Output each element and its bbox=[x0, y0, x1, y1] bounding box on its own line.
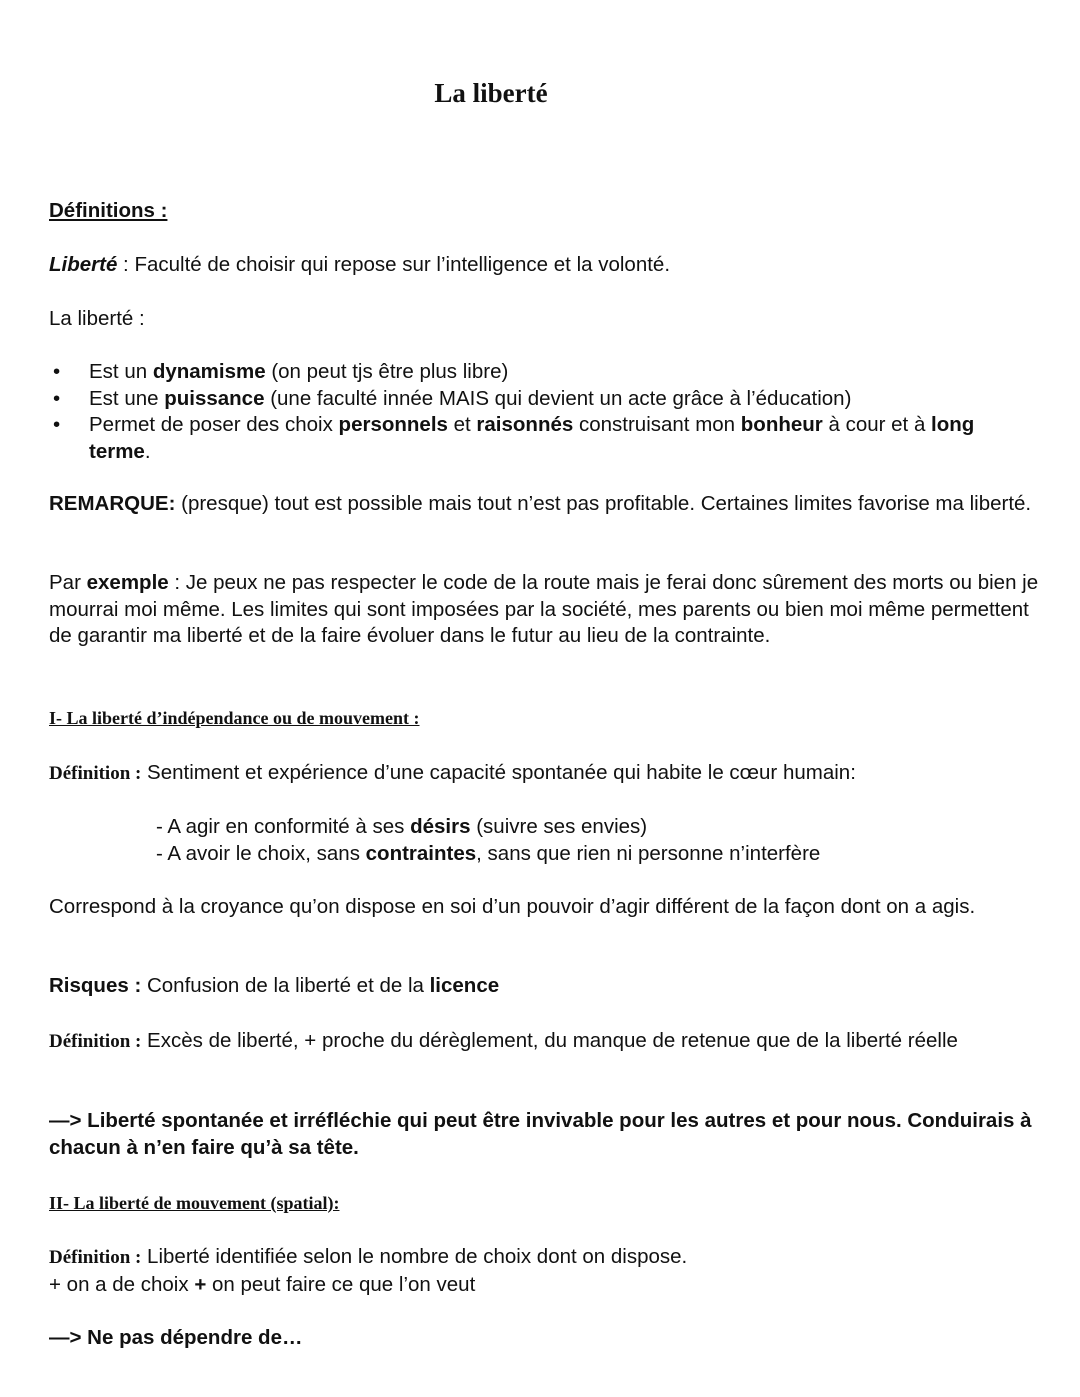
section-2-heading: II- La liberté de mouvement (spatial): bbox=[49, 1193, 340, 1213]
definition-label: Définition : bbox=[49, 763, 142, 784]
characteristics-list bbox=[49, 359, 1039, 465]
section-1-conclusion: —> Liberté spontanée et irréfléchie qui peut être invivable pour les autres et pour nous. Conduirais à chacun à n’en faire qu’à sa tête. bbox=[49, 1109, 1032, 1159]
liberte-definition bbox=[49, 252, 1039, 279]
remarque-label: REMARQUE: bbox=[49, 492, 176, 515]
definition-label: Définition : bbox=[49, 1247, 142, 1268]
list-item: • Est une puissance (une faculté innée MAIS qui devient un acte grâce à l’éducation) bbox=[49, 386, 1039, 413]
list-item: • Permet de poser des choix personnels et raisonnés construisant mon bonheur à cour et à long terme. bbox=[53, 413, 975, 463]
section-2-conclusion: —> Ne pas dépendre de… bbox=[49, 1326, 303, 1349]
definitions-heading: Définitions : bbox=[49, 199, 168, 222]
risques-paragraph: Risques : Confusion de la liberté et de la licence bbox=[49, 974, 500, 997]
licence-definition: Définition : Excès de liberté, + proche du dérèglement, du manque de retenue que de la liberté réelle bbox=[49, 1029, 958, 1052]
section-2-line2: + on a de choix + on peut faire ce que l’on veut bbox=[49, 1272, 476, 1296]
remarque-paragraph: REMARQUE: (presque) tout est possible mais tout n’est pas profitable. Certaines limites favorise ma liberté. bbox=[49, 492, 1032, 515]
bullet-icon: • bbox=[53, 413, 61, 436]
section-2-definition: Définition : Liberté identifiée selon le nombre de choix dont on dispose. + on a de choix + on peut faire ce que l’on veut bbox=[49, 1244, 1039, 1298]
correspond-paragraph: Correspond à la croyance qu’on dispose en soi d’un pouvoir d’agir différent de la façon dont on a agis. bbox=[49, 895, 976, 918]
list-item: • Est un dynamisme (on peut tjs être plus libre) bbox=[49, 359, 1039, 386]
section-1-heading: I- La liberté d’indépendance ou de mouvement : bbox=[49, 708, 420, 728]
bullet-icon: • bbox=[53, 360, 61, 383]
risques-label: Risques : bbox=[49, 974, 142, 997]
liberte-term: Liberté bbox=[49, 253, 118, 276]
liberte-definition-text: : Faculté de choisir qui repose sur l’intelligence et la volonté. bbox=[117, 253, 671, 276]
definition-label: Définition : bbox=[49, 1031, 142, 1052]
section-1-definition: Définition : Sentiment et expérience d’une capacité spontanée qui habite le cœur humain: bbox=[49, 761, 856, 784]
la-liberte-intro: La liberté : bbox=[49, 307, 145, 330]
exemple-paragraph: Par exemple : Je peux ne pas respecter le code de la route mais je ferai donc sûrement des morts ou bien je mourrai moi même. Les limites qui sont imposées par la société, mes parents ou bien moi même permettent de garantir ma liberté et de la faire évoluer dans le futur au lieu de la contrainte. bbox=[49, 571, 1039, 647]
bullet-icon: • bbox=[53, 386, 61, 410]
list-item: - A avoir le choix, sans contraintes, sans que rien ni personne n’interfère bbox=[156, 841, 821, 865]
section-1-items bbox=[49, 814, 1080, 867]
page-title: La liberté bbox=[434, 78, 548, 108]
list-item: - A agir en conformité à ses désirs (suivre ses envies) bbox=[156, 815, 648, 838]
